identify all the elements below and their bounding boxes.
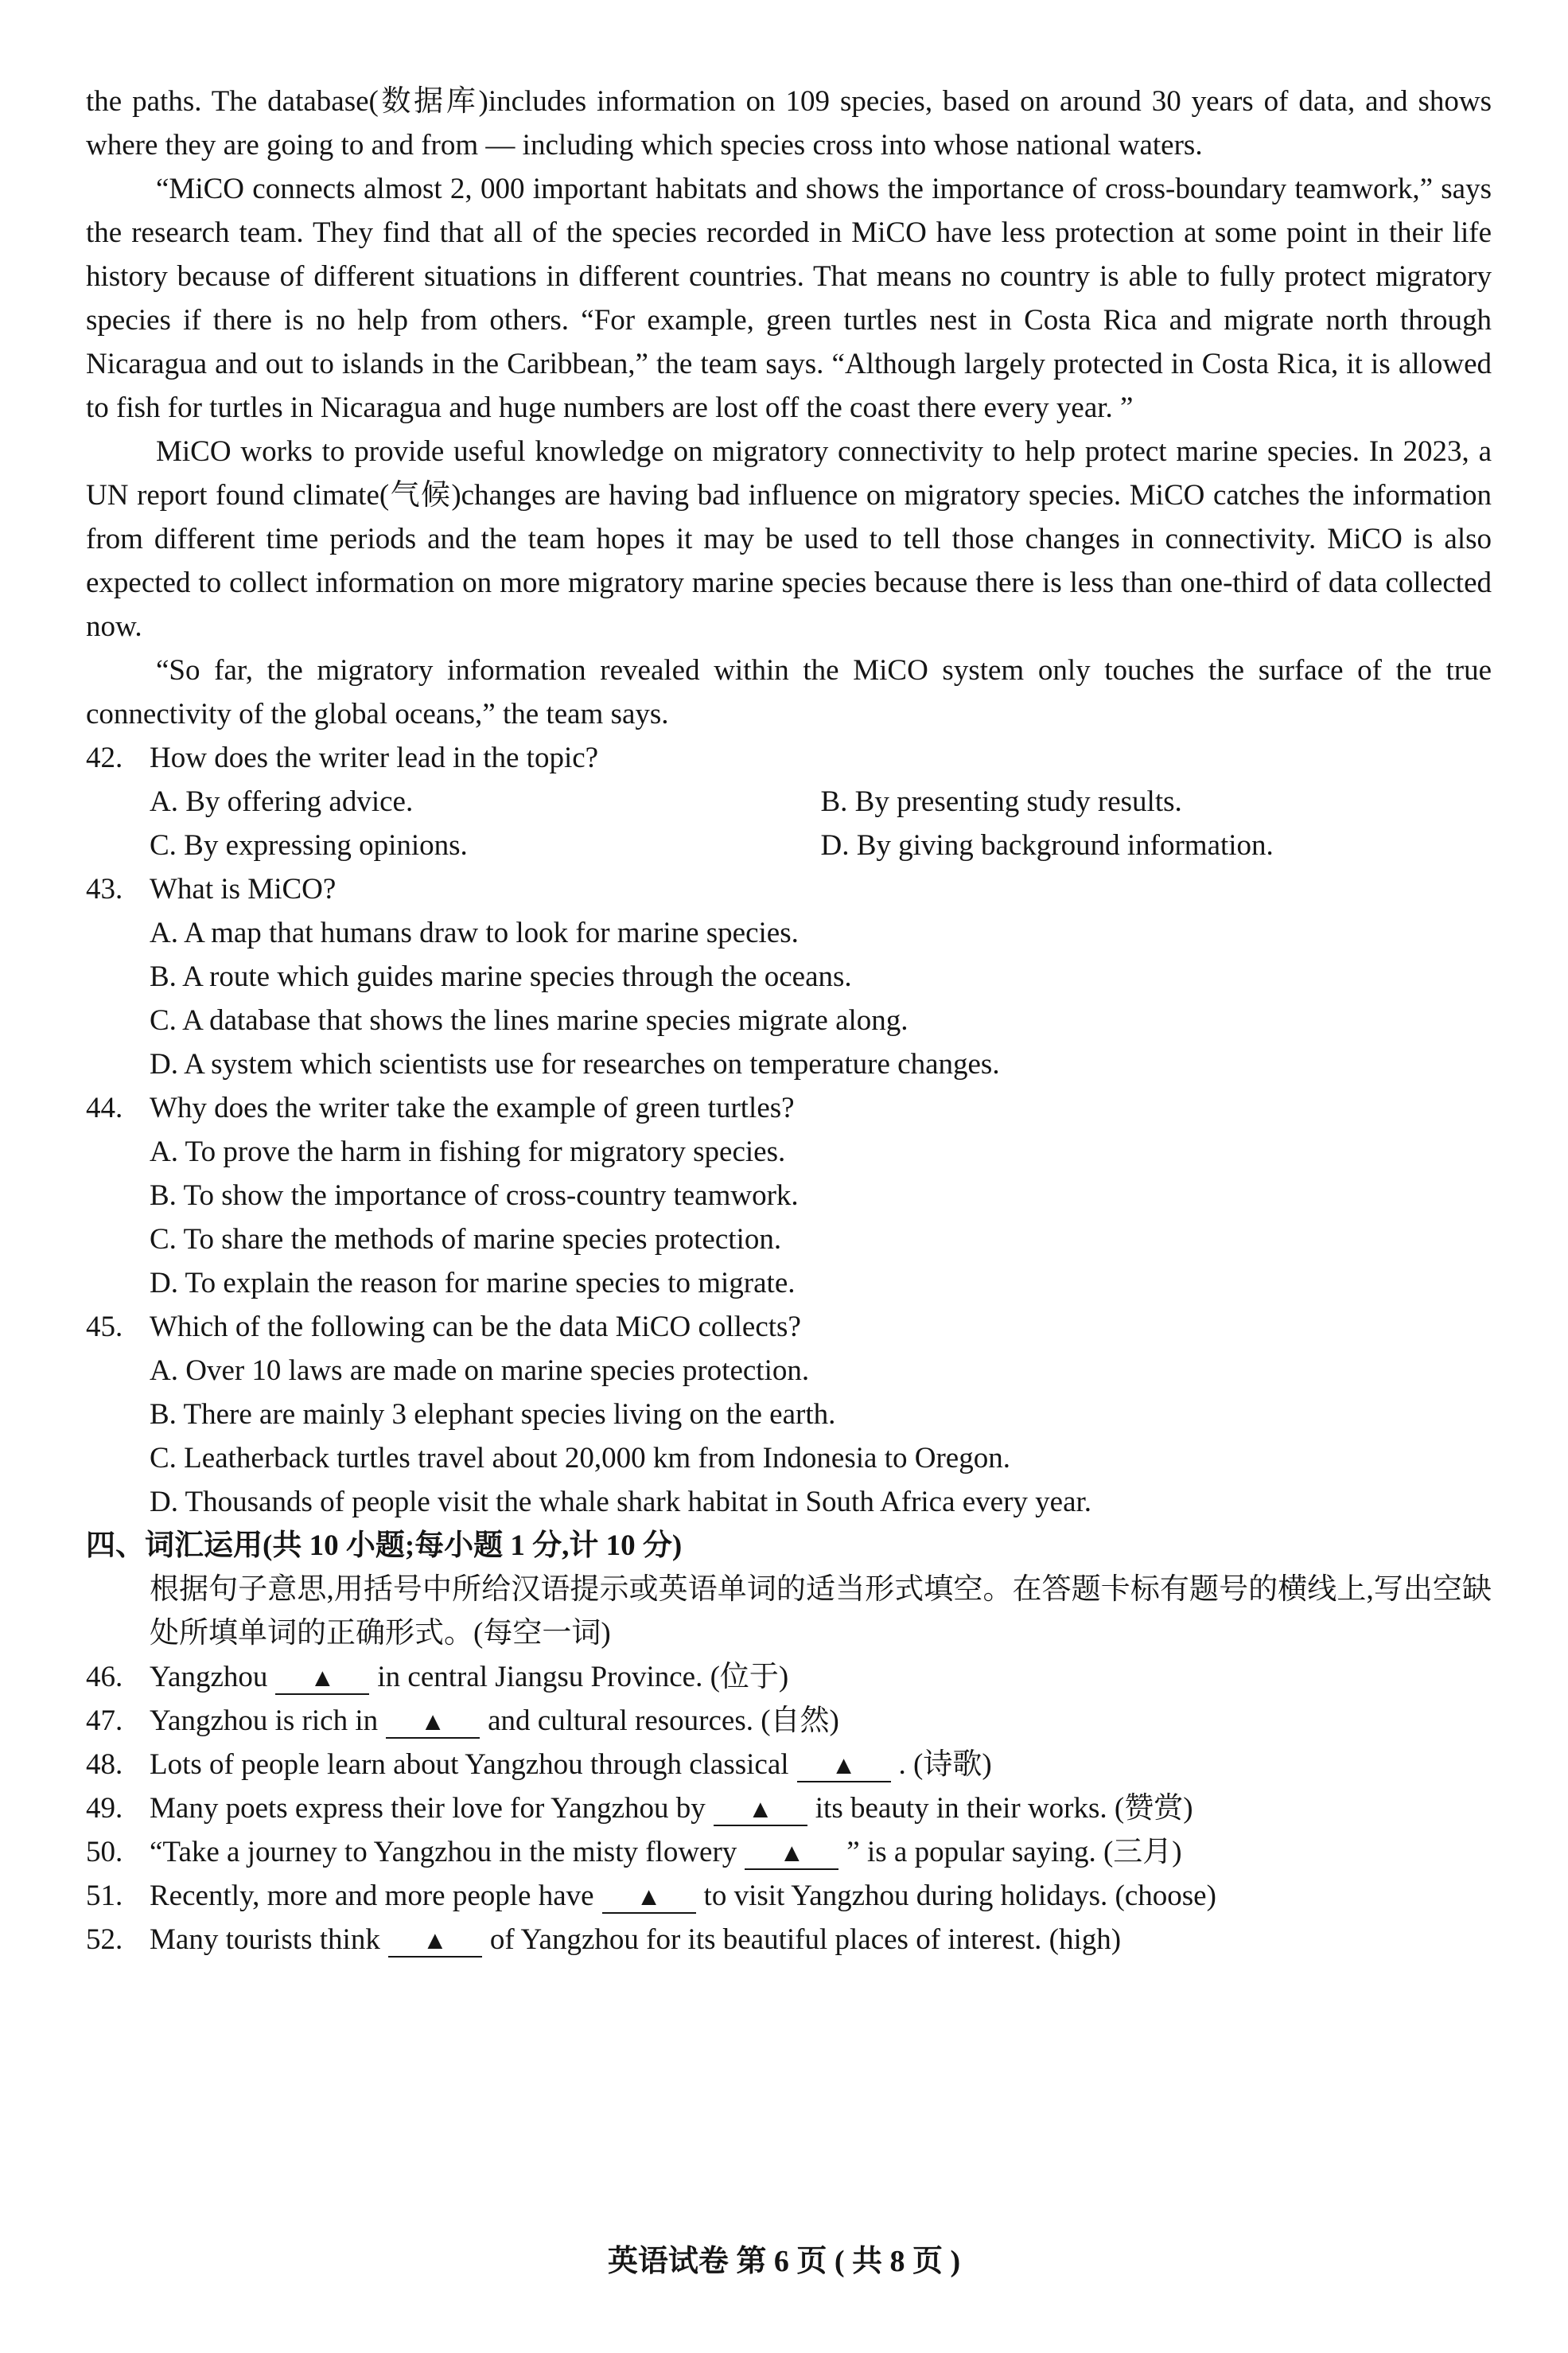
answer-blank[interactable]	[797, 1749, 891, 1782]
option-c: C. A database that shows the lines marine species migrate along.	[150, 1004, 909, 1037]
item-text-after: and cultural resources. (自然)	[488, 1704, 839, 1737]
option-d: D. Thousands of people visit the whale shark habitat in South Africa every year.	[150, 1486, 1092, 1518]
item-number: 50.	[86, 1836, 123, 1868]
question-text: What is MiCO?	[150, 873, 337, 906]
question-number: 43.	[86, 873, 123, 906]
passage-paragraph-3: MiCO works to provide useful knowledge on migratory connectivity to help protect marine species. In 2023, a UN report found climate(气候)changes are having bad influence on migratory species. MiCO catches the information from different time periods and the team hopes it may be used to tell those changes in connectivity. MiCO is also expected to collect information on more migratory marine species because there is less than one-third of data collected now.	[86, 435, 1492, 643]
item-text-after: its beauty in their works. (赞赏)	[815, 1792, 1193, 1825]
question-text: Which of the following can be the data MiCO collects?	[150, 1311, 801, 1343]
option-d: D. By giving background information.	[820, 829, 1274, 862]
option-b: B. To show the importance of cross-country teamwork.	[150, 1179, 799, 1212]
item-text-after: of Yangzhou for its beautiful places of interest. (high)	[489, 1923, 1122, 1956]
question-text: Why does the writer take the example of green turtles?	[150, 1092, 795, 1124]
passage-paragraph-1: the paths. The database(数据库)includes information on 109 species, based on around 30 years of data, and shows where they are going to and from — including which species cross into whose national waters.	[86, 85, 1492, 162]
fill-item-46	[86, 1655, 1492, 1699]
option-b: B. A route which guides marine species through the oceans.	[150, 960, 852, 993]
question-text: How does the writer lead in the topic?	[150, 742, 599, 774]
triangle-icon: ▲	[831, 1751, 857, 1779]
option-a: A. To prove the harm in fishing for migratory species.	[150, 1136, 786, 1168]
option-b: B. There are mainly 3 elephant species living on the earth.	[150, 1398, 836, 1431]
option-b: B. By presenting study results.	[820, 785, 1182, 818]
fill-item-51	[86, 1874, 1492, 1918]
item-text-after: . (诗歌)	[898, 1748, 992, 1781]
passage-paragraph-2: “MiCO connects almost 2, 000 important habitats and shows the importance of cross-boundary teamwork,” says the research team. They find that all of the species recorded in MiCO have less protection at some point in their life history because of different situations in different countries. That means no country is able to fully protect migratory species if there is no help from others. “For example, green turtles nest in Costa Rica and migrate north through Nicaragua and out to islands in the Caribbean,” the team says. “Although largely protected in Costa Rica, it is allowed to fish for turtles in Nicaragua and huge numbers are lost off the coast there every year. ”	[86, 173, 1492, 424]
question-number: 45.	[86, 1311, 123, 1343]
item-text-before: Many poets express their love for Yangzhou by	[150, 1792, 706, 1825]
question-number: 42.	[86, 742, 123, 774]
triangle-icon: ▲	[420, 1707, 445, 1736]
answer-blank[interactable]	[714, 1793, 807, 1826]
triangle-icon: ▲	[309, 1663, 336, 1692]
item-text-after: to visit Yangzhou during holidays. (choose)	[703, 1880, 1216, 1912]
answer-blank[interactable]	[275, 1662, 369, 1695]
fill-item-50	[86, 1830, 1492, 1874]
item-text-before: Lots of people learn about Yangzhou through classical	[150, 1748, 789, 1781]
item-number: 52.	[86, 1923, 123, 1956]
fill-item-49	[86, 1786, 1492, 1830]
item-number: 47.	[86, 1704, 123, 1737]
question-43	[86, 867, 1492, 1086]
option-c: C. Leatherback turtles travel about 20,000 km from Indonesia to Oregon.	[150, 1442, 1010, 1475]
question-45	[86, 1305, 1492, 1524]
page-footer: 英语试卷 第 6 页 ( 共 8 页 )	[607, 2245, 961, 2278]
fill-item-52	[86, 1918, 1492, 1961]
question-44	[86, 1086, 1492, 1305]
answer-blank[interactable]	[388, 1924, 482, 1958]
question-number: 44.	[86, 1092, 123, 1124]
item-number: 46.	[86, 1661, 123, 1693]
item-text-before: Recently, more and more people have	[150, 1880, 594, 1912]
section-title: 四、词汇运用(共 10 小题;每小题 1 分,计 10 分)	[86, 1529, 683, 1562]
item-text-before: Yangzhou	[150, 1661, 268, 1693]
option-a: A. Over 10 laws are made on marine species protection.	[150, 1354, 810, 1387]
option-d: D. A system which scientists use for researches on temperature changes.	[150, 1048, 1000, 1081]
triangle-icon: ▲	[779, 1838, 805, 1867]
item-text-after: in central Jiangsu Province. (位于)	[377, 1661, 789, 1693]
fill-item-48	[86, 1743, 1492, 1786]
item-text-before: “Take a journey to Yangzhou in the misty flowery	[150, 1836, 737, 1868]
option-a: A. By offering advice.	[150, 785, 414, 818]
item-text-before: Many tourists think	[150, 1923, 380, 1956]
triangle-icon: ▲	[747, 1794, 773, 1823]
item-number: 51.	[86, 1880, 123, 1912]
answer-blank[interactable]	[386, 1705, 480, 1739]
item-text-before: Yangzhou is rich in	[150, 1704, 379, 1737]
option-a: A. A map that humans draw to look for marine species.	[150, 917, 799, 949]
fill-item-47	[86, 1699, 1492, 1743]
triangle-icon: ▲	[636, 1882, 662, 1911]
answer-blank[interactable]	[602, 1880, 696, 1914]
item-text-after: ” is a popular saying. (三月)	[846, 1836, 1182, 1868]
answer-blank[interactable]	[745, 1837, 838, 1870]
option-c: C. By expressing opinions.	[150, 829, 468, 862]
section-instructions: 根据句子意思,用括号中所给汉语提示或英语单词的适当形式填空。在答题卡标有题号的横线上,写出空缺处所填单词的正确形式。(每空一词)	[150, 1573, 1492, 1650]
item-number: 49.	[86, 1792, 123, 1825]
option-d: D. To explain the reason for marine species to migrate.	[150, 1267, 796, 1299]
item-number: 48.	[86, 1748, 123, 1781]
question-42	[86, 736, 1492, 867]
passage-paragraph-4: “So far, the migratory information revealed within the MiCO system only touches the surface of the true connectivity of the global oceans,” the team says.	[86, 654, 1492, 730]
triangle-icon: ▲	[422, 1926, 448, 1954]
option-c: C. To share the methods of marine species protection.	[150, 1223, 782, 1256]
